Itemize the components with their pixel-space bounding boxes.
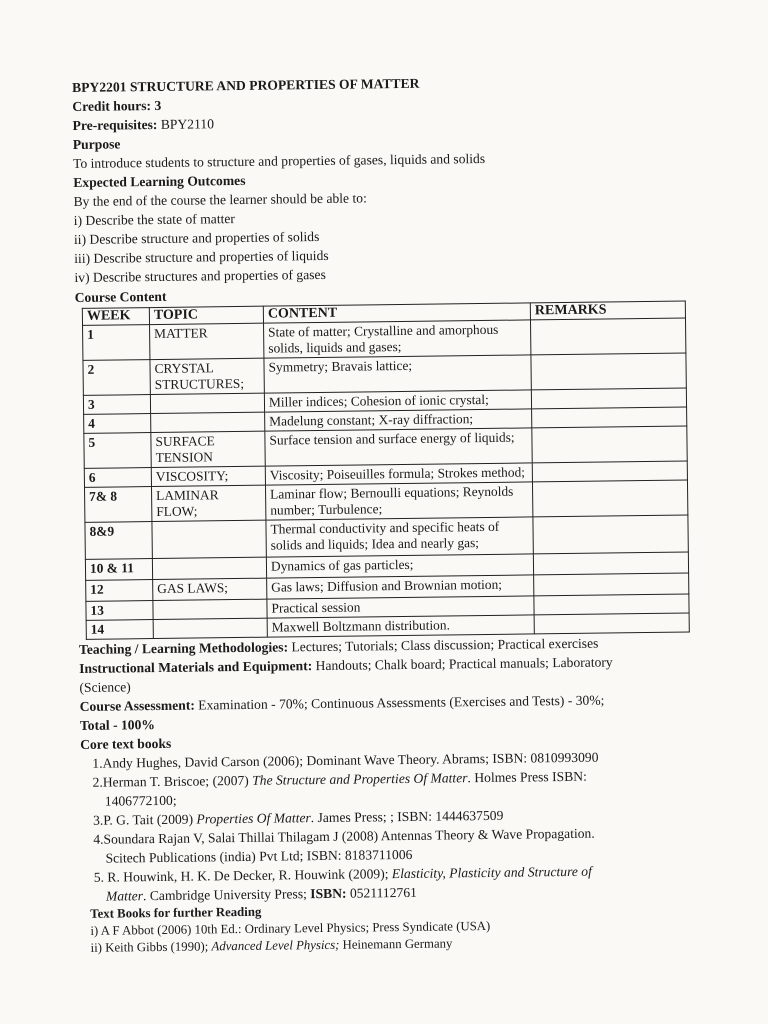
- cell-week: 12: [86, 580, 153, 602]
- cell-week: 5: [84, 433, 151, 469]
- book-author: 5. R. Houwink, H. K. De Decker, R. Houwink (2009);: [93, 866, 392, 885]
- outcomes-heading: Expected Learning Outcomes: [73, 172, 246, 190]
- cell-topic: LAMINAR FLOW;: [151, 485, 265, 521]
- book-title: Properties Of Matter: [196, 810, 311, 827]
- book-author: 3.P. G. Tait (2009): [92, 811, 197, 828]
- outcome-item: i) Describe the state of matter: [73, 211, 235, 228]
- course-content-heading: Course Content: [74, 288, 167, 305]
- cell-week: 1: [83, 325, 150, 361]
- book-publisher: . Cambridge University Press;: [142, 886, 311, 904]
- cell-topic: SURFACE TENSION: [151, 431, 265, 467]
- assessment-value: Examination - 70%; Continuous Assessments (Exercises and Tests) - 30%;: [198, 692, 605, 713]
- cell-remarks: [534, 594, 689, 615]
- book-title: The Structure and Properties Of Matter: [252, 770, 468, 788]
- book-item-cont: 1406772100;: [104, 792, 177, 809]
- isbn-value: 0521112761: [346, 884, 417, 901]
- cell-content: State of matter; Crystalline and amorphous solids, liquids and gases;: [264, 320, 531, 358]
- cell-remarks: [531, 353, 686, 390]
- cell-content: Madelung constant; X-ray diffraction;: [265, 409, 532, 431]
- book-title: Advanced Level Physics;: [211, 937, 340, 954]
- cell-topic: [152, 520, 266, 558]
- cell-content: Symmetry; Bravais lattice;: [264, 355, 531, 393]
- cell-content: Maxwell Boltzmann distribution.: [267, 615, 534, 637]
- cell-content: Laminar flow; Bernoulli equations; Reynolds number; Turbulence;: [265, 482, 532, 520]
- cell-remarks: [534, 613, 689, 634]
- header-content: CONTENT: [263, 303, 530, 323]
- book-publisher: Heinemann Germany: [339, 936, 453, 952]
- cell-content: Practical session: [267, 596, 534, 618]
- cell-week: 7& 8: [85, 487, 152, 523]
- cell-content: Viscosity; Poiseuilles formula; Strokes method;: [265, 463, 532, 485]
- core-books-list: [80, 746, 702, 906]
- assessment-label: Course Assessment:: [79, 697, 195, 714]
- materials-value-cont: (Science): [79, 679, 131, 695]
- cell-content: Miller indices; Cohesion of ionic crystal;: [264, 390, 531, 412]
- teaching-value: Lectures; Tutorials; Class discussion; Practical exercises: [291, 635, 599, 655]
- total: Total - 100%: [79, 717, 156, 733]
- book-item: 1.Andy Hughes, David Carson (2006); Dominant Wave Theory. Abrams; ISBN: 0810993090: [92, 749, 599, 771]
- materials-label: Instructional Materials and Equipment:: [79, 658, 313, 676]
- cell-remarks: [532, 461, 687, 482]
- prereq-label: Pre-requisites:: [72, 116, 158, 133]
- header-topic: TOPIC: [149, 306, 263, 324]
- credit-value: 3: [154, 97, 162, 113]
- cell-topic: [153, 618, 267, 638]
- outcome-item: iv) Describe structures and properties of gases: [74, 266, 326, 285]
- cell-topic: MATTER: [150, 323, 264, 359]
- cell-topic: [153, 599, 267, 619]
- outcomes-intro: By the end of the course the learner should be able to:: [73, 190, 367, 209]
- cell-content: Surface tension and surface energy of liquids;: [265, 428, 532, 466]
- book-title-cont: Matter: [105, 888, 144, 904]
- further-reading-heading: Text Books for further Reading: [90, 904, 262, 921]
- cell-content: Gas laws; Diffusion and Brownian motion;: [267, 575, 534, 599]
- book-item: 4.Soundara Rajan V, Salai Thillai Thilagam J (2008) Antennas Theory & Wave Propagation.: [93, 825, 595, 847]
- cell-remarks: [532, 426, 687, 463]
- cell-week: 10 & 11: [85, 559, 152, 581]
- cell-week: 3: [83, 395, 150, 415]
- cell-week: 2: [83, 360, 150, 396]
- book-publisher: . James Press; ; ISBN: 1444637509: [310, 807, 504, 826]
- cell-week: 14: [86, 620, 153, 640]
- cell-week: 13: [86, 601, 153, 621]
- cell-content: Dynamics of gas particles;: [266, 554, 533, 578]
- teaching-label: Teaching / Learning Methodologies:: [78, 639, 289, 657]
- outcome-item: ii) Describe structure and properties of solids: [73, 228, 320, 247]
- cell-remarks: [532, 480, 687, 517]
- cell-content: Thermal conductivity and specific heats of solids and liquids; Idea and nearly gas;: [266, 517, 533, 557]
- cell-remarks: [533, 515, 688, 554]
- further-reading: [82, 898, 703, 957]
- outcome-item: iii) Describe structure and properties of liquids: [74, 247, 329, 266]
- book-item-cont: Scitech Publications (india) Pvt Ltd; ISBN: 8183711006: [105, 846, 413, 866]
- cell-topic: [152, 557, 266, 579]
- cell-topic: [151, 412, 265, 432]
- core-books-heading: Core text books: [80, 735, 172, 752]
- cell-remarks: [530, 318, 685, 355]
- purpose-heading: Purpose: [72, 136, 121, 152]
- book-title: Elasticity, Plasticity and Structure of: [391, 863, 592, 882]
- cell-remarks: [533, 552, 688, 575]
- header-week: WEEK: [82, 308, 149, 326]
- cell-week: 4: [84, 414, 151, 434]
- prereq-value: BPY2110: [160, 116, 215, 132]
- cell-week: 8&9: [85, 522, 152, 560]
- course-outline: [72, 70, 703, 957]
- isbn-label: ISBN:: [310, 885, 347, 902]
- purpose-text: To introduce students to structure and properties of gases, liquids and solids: [72, 150, 486, 171]
- cell-topic: VISCOSITY;: [151, 466, 265, 486]
- book-author: ii) Keith Gibbs (1990);: [90, 939, 212, 955]
- credit-label: Credit hours:: [72, 98, 152, 114]
- course-content-table: [82, 301, 690, 640]
- book-publisher: . Holmes Press ISBN:: [467, 768, 587, 786]
- materials-value: Handouts; Chalk board; Practical manuals; Laboratory: [315, 654, 613, 674]
- cell-week: 6: [84, 468, 151, 488]
- cell-topic: CRYSTAL STRUCTURES;: [150, 358, 264, 394]
- course-title: BPY2201 STRUCTURE AND PROPERTIES OF MATTER: [72, 75, 420, 95]
- cell-remarks: [532, 407, 687, 428]
- header-remarks: REMARKS: [530, 301, 685, 320]
- cell-topic: [150, 393, 264, 413]
- cell-remarks: [531, 388, 686, 409]
- book-author: 2.Herman T. Briscoe; (2007): [92, 772, 253, 790]
- cell-remarks: [534, 573, 689, 596]
- further-book-item: i) A F Abbot (2006) 10th Ed.: Ordinary Level Physics; Press Syndicate (USA): [90, 918, 491, 938]
- cell-topic: GAS LAWS;: [153, 578, 267, 600]
